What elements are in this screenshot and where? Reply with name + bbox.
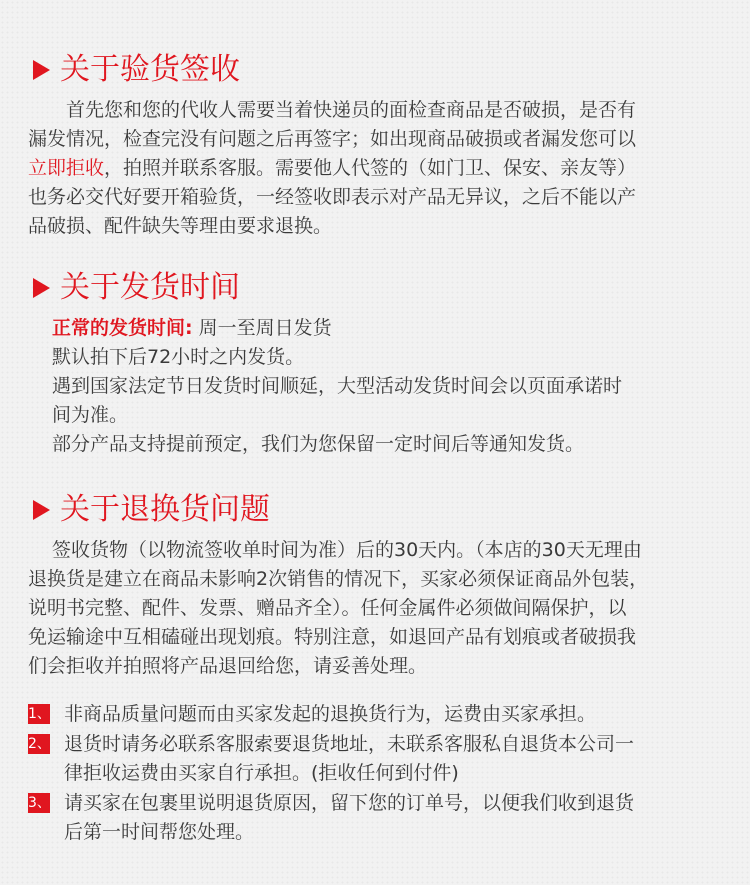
inspection-paragraph (28, 96, 728, 241)
shipping-time-line: 正常的发货时间: 周一至周日发货 (52, 317, 332, 339)
triangle-bullet-icon (33, 60, 50, 80)
paragraph-line: 签收货物（以物流签收单时间为准）后的30天内。（本店的30天无理由 (52, 539, 642, 561)
paragraph-line: 漏发情况，检查完没有问题之后再签字；如出现商品破损或者漏发您可以 (28, 128, 637, 150)
paragraph-line: 默认拍下后72小时之内发货。 (52, 346, 305, 368)
paragraph-line: 首先您和您的代收人需要当着快递员的面检查商品是否破损，是否有 (66, 99, 637, 121)
returns-paragraph (28, 536, 728, 681)
paragraph-line: 免运输途中互相磕碰出现划痕。特别注意，如退回产品有划痕或者破损我 (28, 626, 637, 648)
paragraph-line: 们会拒收并拍照将产品退回给您，请妥善处理。 (28, 655, 428, 677)
paragraph-line: 间为准。 (52, 404, 129, 426)
note-line: 律拒收运费由买家自行承担。(拒收任何到付件) (64, 762, 459, 784)
note-number-badge: 1、 (28, 706, 51, 722)
note-number-badge: 3、 (28, 795, 51, 811)
section-title-returns: 关于退换货问题 (33, 490, 270, 530)
paragraph-line: 立即拒收，拍照并联系客服。需要他人代签的（如门卫、保安、亲友等） (28, 157, 637, 179)
section-title-shipping: 关于发货时间 (33, 268, 240, 308)
triangle-bullet-icon (33, 500, 50, 520)
shipping-time-label: 正常的发货时间: (52, 317, 193, 339)
paragraph-line: 说明书完整、配件、发票、赠品齐全）。任何金属件必须做间隔保护，以 (28, 597, 627, 619)
note-line: 非商品质量问题而由买家发起的退换货行为，运费由买家承担。 (64, 703, 597, 725)
paragraph-line: 部分产品支持提前预定，我们为您保留一定时间后等通知发货。 (52, 433, 585, 455)
note-line: 后第一时间帮您处理。 (64, 821, 255, 843)
paragraph-line: 品破损、配件缺失等理由要求退换。 (28, 215, 333, 237)
note-number-badge: 2、 (28, 736, 51, 752)
paragraph-line: 退换货是建立在商品未影响2次销售的情况下，买家必须保证商品外包装， (28, 568, 649, 590)
reject-highlight: 立即拒收 (28, 157, 105, 179)
triangle-bullet-icon (33, 278, 50, 298)
paragraph-line: 也务必交代好要开箱验货，一经签收即表示对产品无异议，之后不能以产 (28, 186, 637, 208)
note-line: 退货时请务必联系客服索要退货地址，未联系客服私自退货本公司一 (64, 733, 635, 755)
shipping-paragraph (52, 314, 750, 459)
note-line: 请买家在包裹里说明退货原因，留下您的订单号，以便我们收到退货 (64, 792, 635, 814)
paragraph-line: 遇到国家法定节日发货时间顺延，大型活动发货时间会以页面承诺时 (52, 375, 623, 397)
section-title-inspection: 关于验货签收 (33, 50, 240, 90)
